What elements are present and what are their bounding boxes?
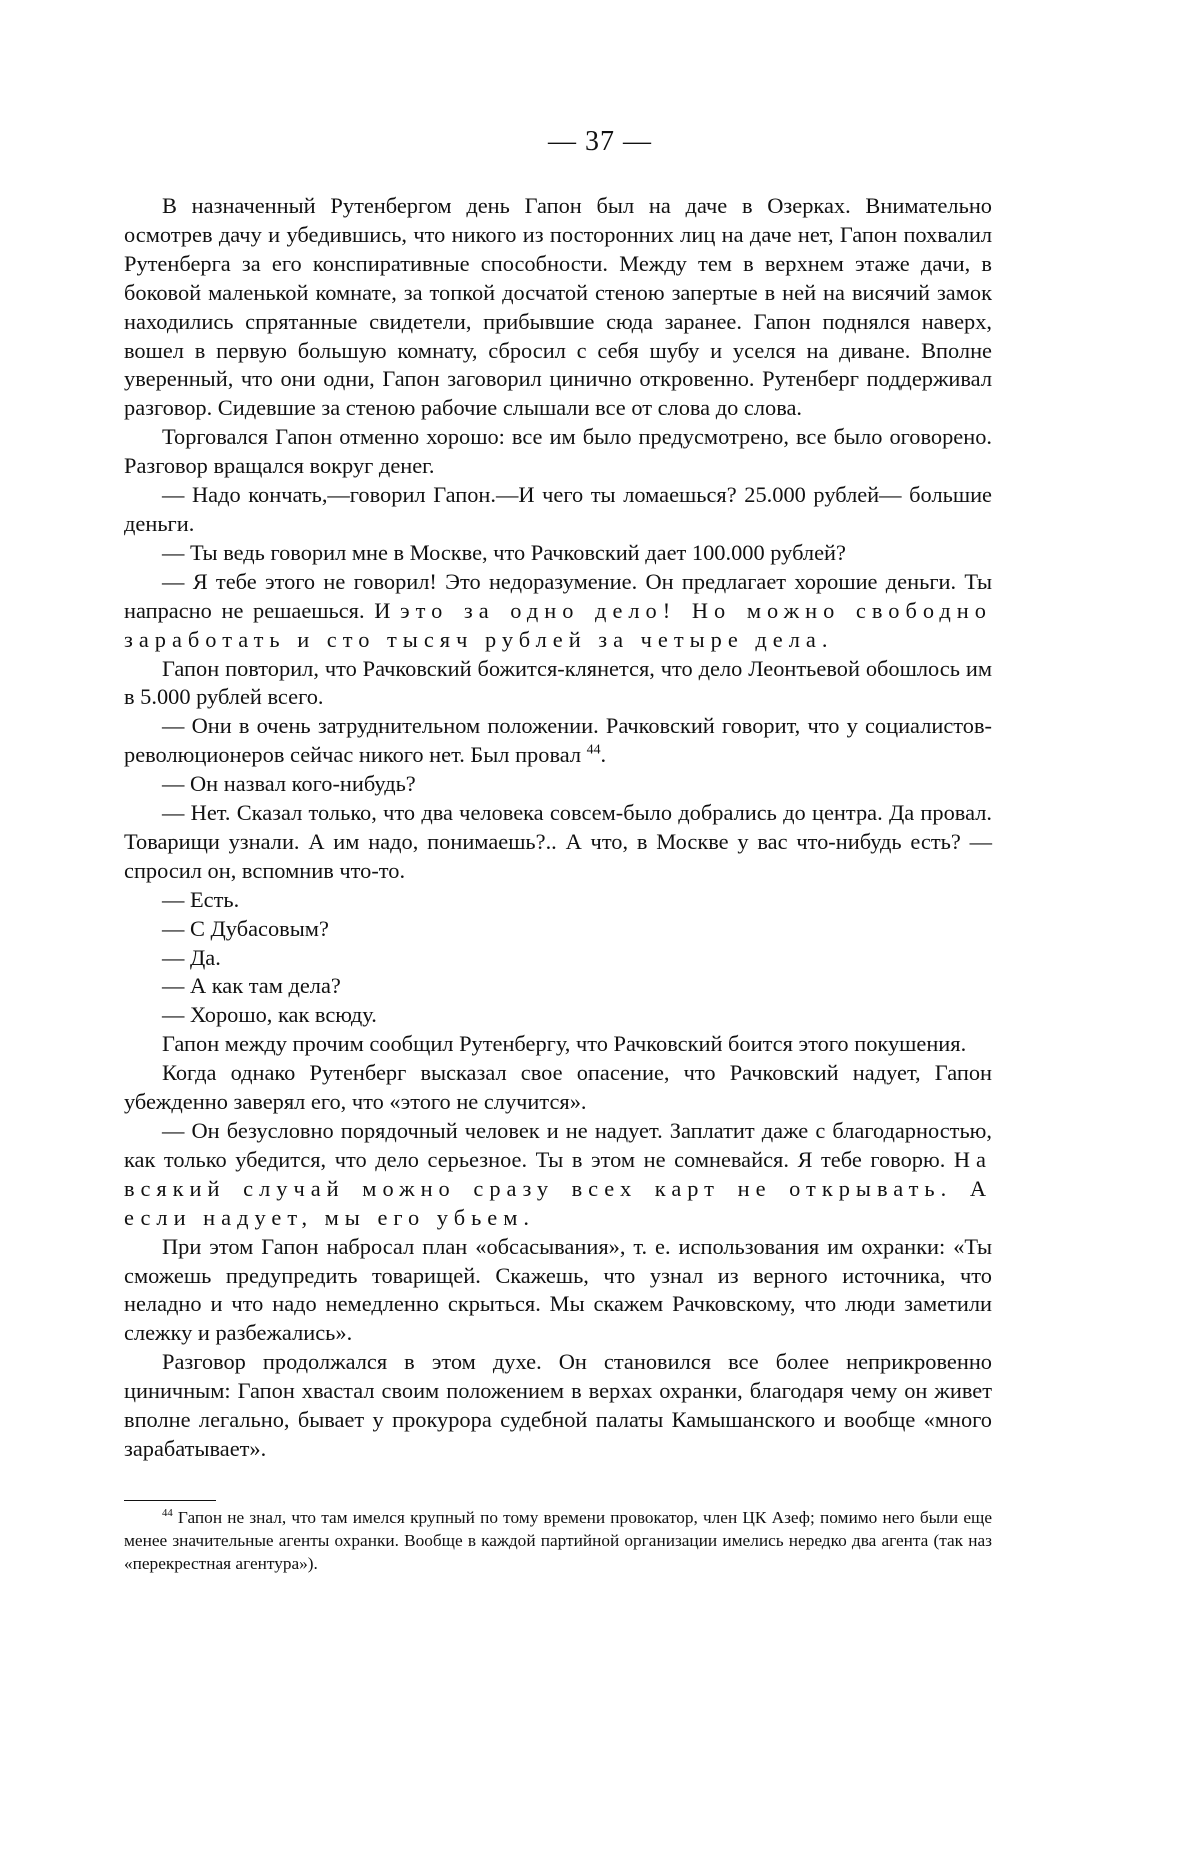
paragraph-5-text: — Я тебе этого не говорил! Это недоразумение. Он предлагает хорошие деньги. Ты напрасно не решаешься. И xyxy=(124,568,992,623)
footnote-reference[interactable]: 44 xyxy=(586,742,601,758)
paragraph-16: Когда однако Рутенберг высказал свое опасение, что Рачковский надует, Гапон убежденно заверял его, что «этого не случится». xyxy=(124,1060,992,1115)
paragraph-18: При этом Гапон набросал план «обсасывания», т. е. использования им охранки: «Ты сможешь предупредить товарищей. Скажешь, что узнал из верного источника, что неладно и что надо немедленно скрыться. Мы скажем Рачковскому, что люди заметили слежку и разбежались». xyxy=(124,1233,992,1346)
footnote-mark: 44 xyxy=(162,1507,173,1520)
main-text xyxy=(124,192,992,1464)
page-number: — 37 — xyxy=(548,126,652,157)
paragraph-10: — Есть. xyxy=(162,886,240,912)
paragraph-19: Разговор продолжался в этом духе. Он становился все более неприкровенно циничным: Гапон хвастал своим положением в верхах охранки, благодаря чему он живет вполне легально, бывает у прокурора судебной палаты Камышанского и вообще «много зарабатывает». xyxy=(124,1349,992,1461)
paragraph-15: Гапон между прочим сообщил Рутенбергу, что Рачковский боится этого покушения. xyxy=(162,1031,967,1057)
paragraph-7-text: — Они в очень затруднительном положении. Рачковский говорит, что у социалистов-революционеров сейчас никого нет. Был провал xyxy=(124,713,992,768)
paragraph-4: — Ты ведь говорил мне в Москве, что Рачковский дает 100.000 рублей? xyxy=(162,539,846,565)
paragraph-12: — Да. xyxy=(162,944,221,970)
paragraph-5-spaced-1: это за одно дело! xyxy=(399,597,677,623)
paragraph-11: — С Дубасовым? xyxy=(162,915,329,941)
paragraph-17-spaced: На всякий случай можно сразу всех карт не открывать. А если надует, мы его убьем. xyxy=(124,1146,992,1230)
paragraph-5-spaced-2: Но можно свободно заработать и сто тысяч рублей за четыре дела. xyxy=(124,597,992,652)
paragraph-17 xyxy=(124,1117,992,1233)
paragraph-17-text: — Он безусловно порядочный человек и не надует. Заплатит даже с благодарностью, как только убедится, что дело серьезное. Ты в этом не сомневайся. Я тебе говорю. xyxy=(124,1118,992,1172)
paragraph-7 xyxy=(124,712,992,770)
paragraph-9: — Нет. Сказал только, что два человека совсем-было добрались до центра. Да провал. Товарищи узнали. А им надо, понимаешь?.. А что, в Москве у вас что-нибудь есть? — спросил он, вспомнив что-то. xyxy=(124,800,992,883)
paragraph-3: — Надо кончать,—говорил Гапон.—И чего ты ломаешься? 25.000 рублей— большие деньги. xyxy=(124,482,992,536)
footnote xyxy=(124,1506,992,1575)
footnote-divider xyxy=(124,1500,216,1501)
paragraph-5 xyxy=(124,568,992,655)
footnote-body: Гапон не знал, что там имелся крупный по тому времени провокатор, член ЦК Азеф; помимо него были еще менее значительные агенты охранки. Вообще в каждой партийной организации имелись нередко два агента (так наз «перекрестная агентура»). xyxy=(124,1508,993,1573)
paragraph-1: В назначенный Рутенбергом день Гапон был на даче в Озерках. Внимательно осмотрев дачу и убедившись, что никого из посторонних лиц на даче нет, Гапон похвалил Рутенберга за его конспиративные способности. Между тем в верхнем этаже дачи, в боковой маленькой комнате, за топкой досчатой стеною запертые в ней на висячий замок находились спрятанные свидетели, прибывшие сюда заранее. Гапон поднялся наверх, вошел в первую большую комнату, сбросил с себя шубу и уселся на диване. Вполне уверенный, что они одни, Гапон заговорил цинично откровенно. Рутенберг поддерживал разговор. Сидевшие за стеною рабочие слышали все от слова до слова. xyxy=(124,193,992,421)
footnote-text xyxy=(124,1506,992,1575)
paragraph-7-end: . xyxy=(600,742,607,768)
paragraph-2: Торговался Гапон отменно хорошо: все им было предусмотрено, все было оговорено. Разговор вращался вокруг денег. xyxy=(124,424,992,479)
paragraph-8: — Он назвал кого-нибудь? xyxy=(162,771,416,797)
paragraph-6: Гапон повторил, что Рачковский божится-клянется, что дело Леонтьевой обошлось им в 5.000 рублей всего. xyxy=(124,655,992,710)
paragraph-13: — А как там дела? xyxy=(162,973,341,999)
paragraph-14: — Хорошо, как всюду. xyxy=(162,1002,377,1028)
